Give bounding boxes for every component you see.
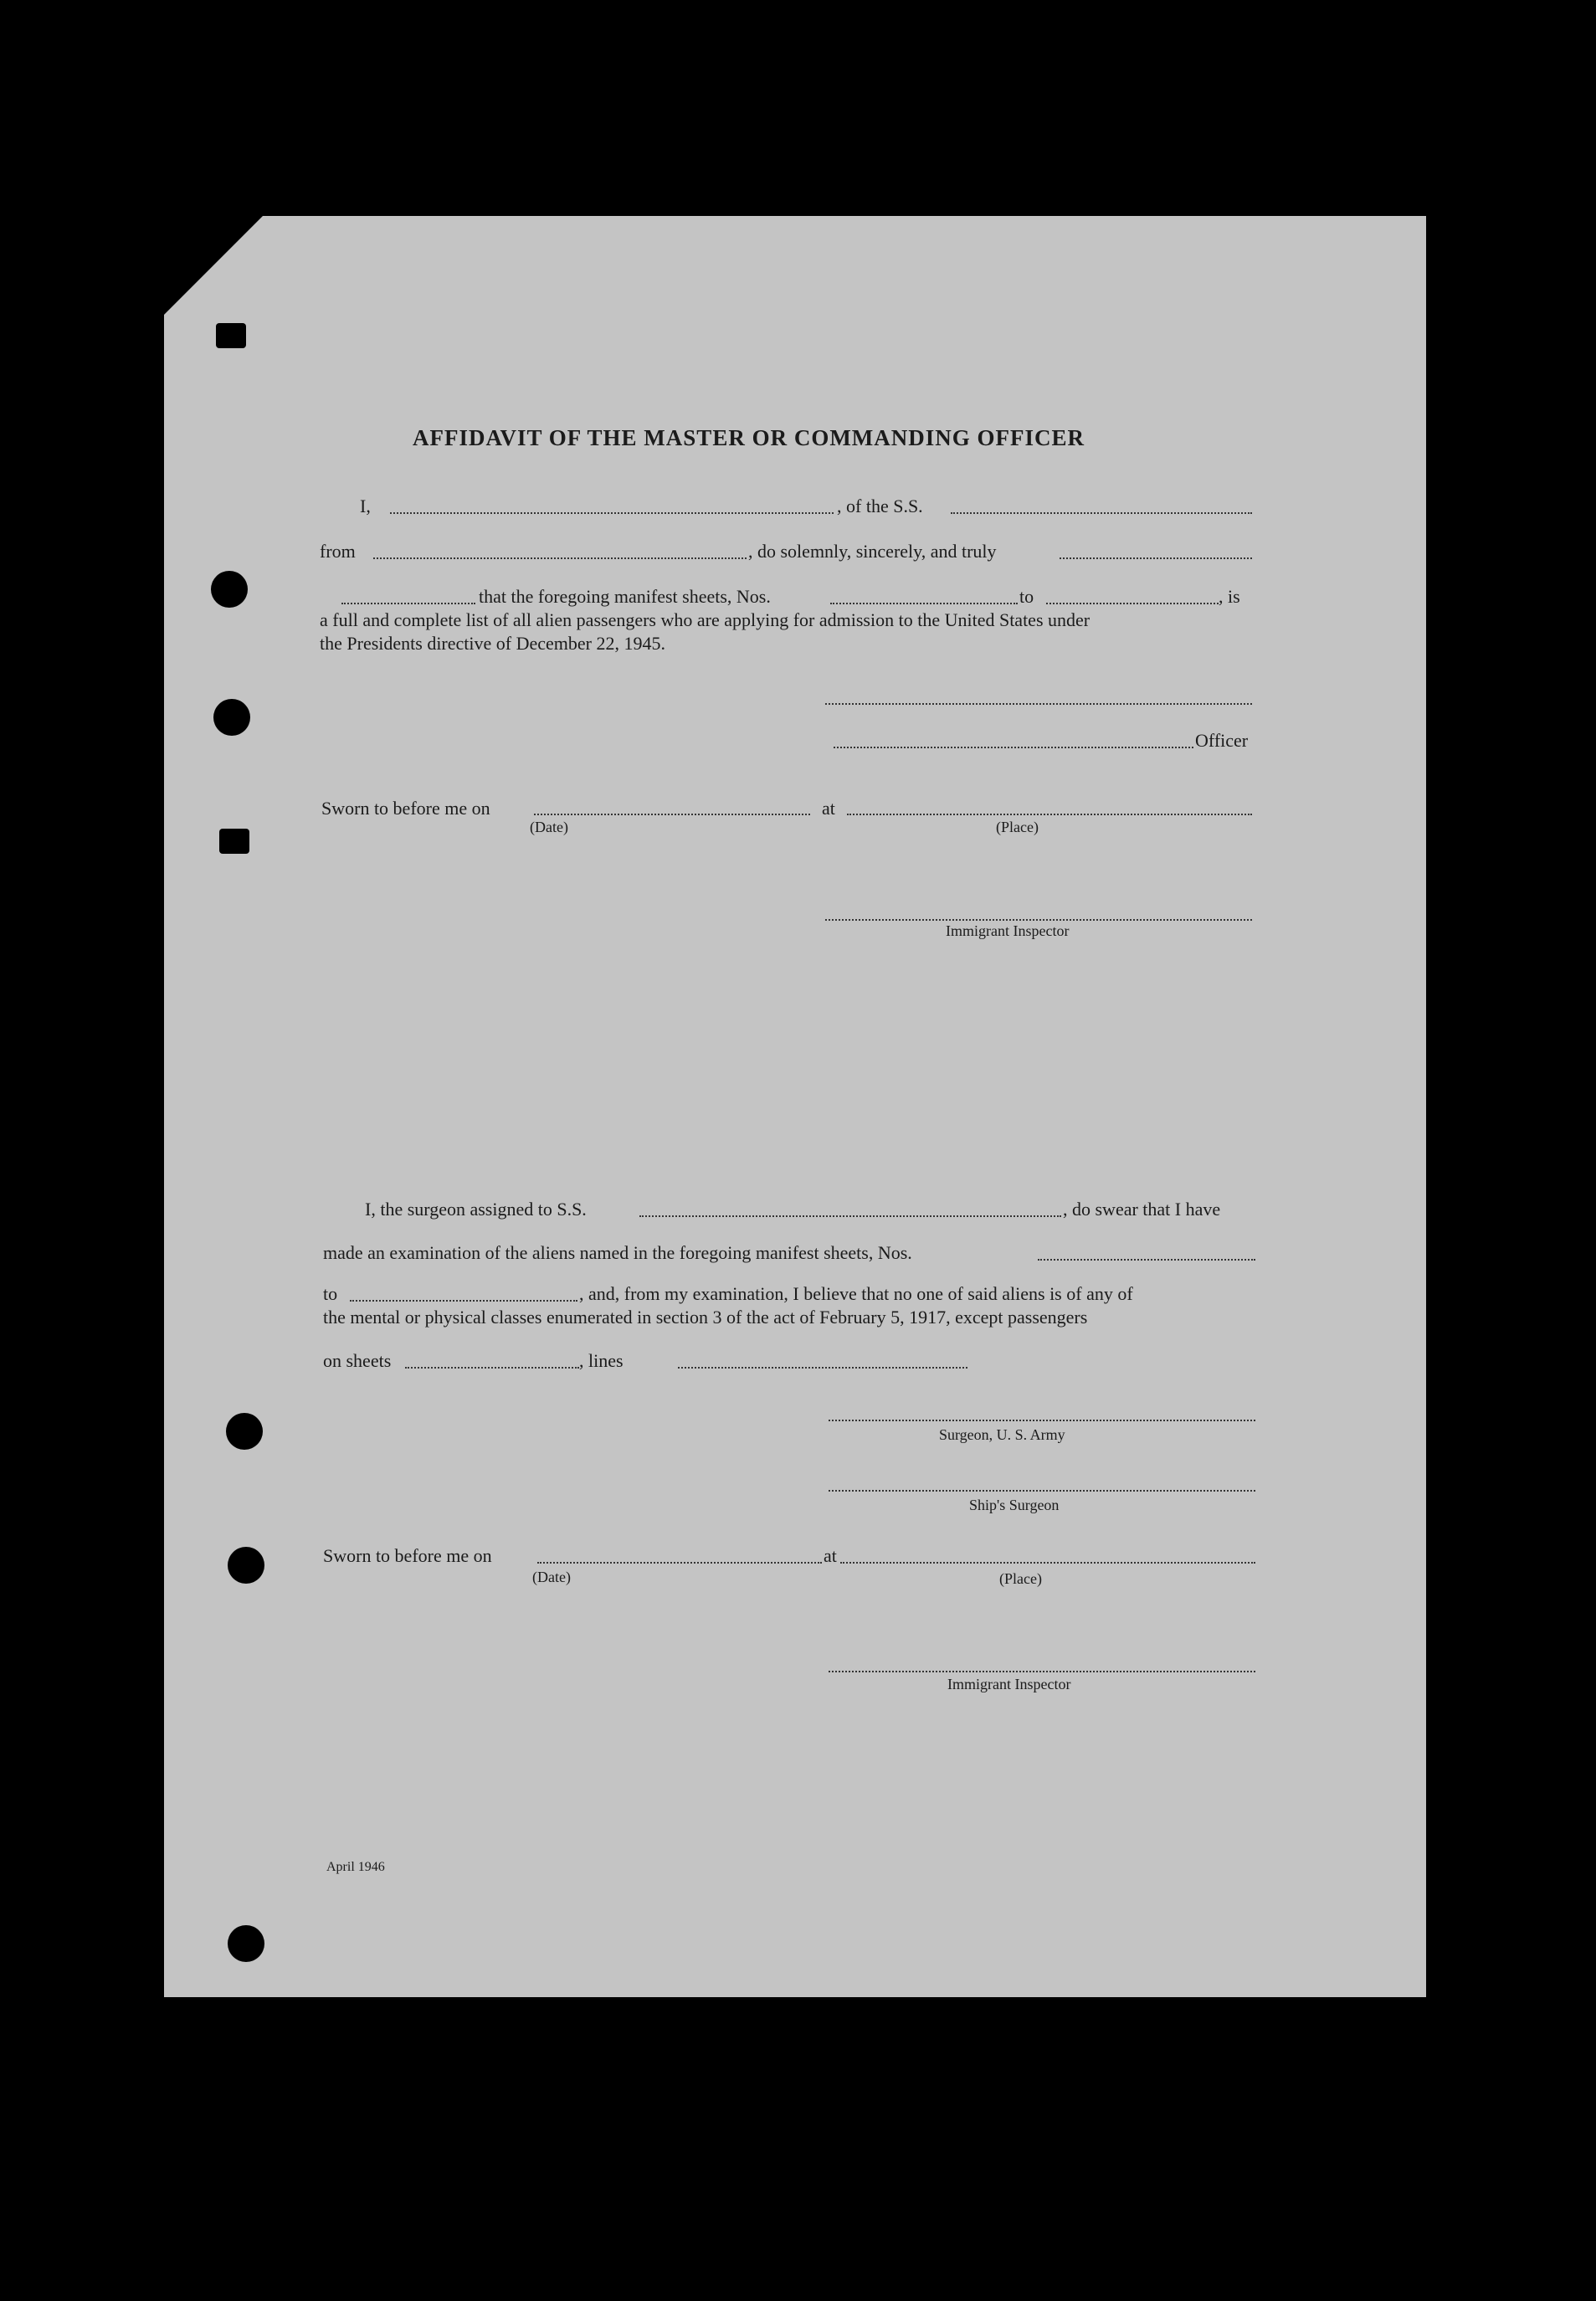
punch-hole [226,1413,263,1450]
surgeon-sworn-date-field [537,1562,822,1564]
surgeon-ship-field [639,1215,1061,1217]
surgeon-to-label: to [323,1283,338,1304]
surgeon-sworn-place-field [840,1562,1255,1564]
punch-hole [211,571,248,608]
army-surgeon-label: Surgeon, U. S. Army [939,1426,1065,1443]
page-title: AFFIDAVIT OF THE MASTER OR COMMANDING OFFICER [413,425,1085,450]
master-name-field [390,512,834,514]
surgeon-line2: made an examination of the aliens named in the foregoing manifest sheets, Nos. [323,1242,912,1263]
surgeon-sworn-label: Sworn to before me on [323,1545,492,1566]
punch-hole [216,323,246,348]
surgeon-inspector-signature-field [829,1671,1255,1672]
to-label: to [1019,586,1034,607]
lines-label: , lines [579,1350,624,1371]
ship-name-field [951,512,1252,514]
punch-hole [228,1547,264,1584]
surgeon-place-label: (Place) [999,1570,1042,1587]
inspector-signature-field [825,919,1252,921]
master-line2: a full and complete list of all alien passengers who are applying for admission to the United States under [320,609,1091,630]
sworn-label: Sworn to before me on [321,798,490,819]
surgeon-inspector-label: Immigrant Inspector [947,1676,1071,1692]
army-surgeon-signature-field [829,1420,1255,1421]
lines-field [678,1367,967,1369]
place-label: (Place) [996,819,1039,835]
surgeon-to-field [350,1300,577,1302]
punch-hole [213,699,250,736]
of-ss-label: , of the S.S. [837,496,923,516]
oath-field [1060,557,1252,559]
surgeon-sheets-field [1038,1259,1255,1261]
swear-text: , do swear that I have [1063,1199,1221,1220]
inspector-label: Immigrant Inspector [946,922,1070,939]
i-label: I, [360,496,371,516]
solemnly-text: , do solemnly, sincerely, and truly [748,541,997,562]
ships-surgeon-label: Ship's Surgeon [969,1497,1060,1513]
port-from-field [373,557,747,559]
surgeon-line4: the mental or physical classes enumerated in section 3 of the act of February 5, 1917, except passengers [323,1307,1088,1328]
punch-hole [219,829,249,854]
from-label: from [320,541,356,562]
on-sheets-field [405,1367,579,1369]
sheet-from-field [830,603,1018,604]
surgeon-date-label: (Date) [532,1569,571,1585]
document-page [164,216,1426,1997]
surgeon-line3: , and, from my examination, I believe that no one of said aliens is of any of [579,1283,1133,1304]
ships-surgeon-signature-field [829,1490,1255,1492]
on-sheets-label: on sheets [323,1350,392,1371]
sheet-to-field [1046,603,1219,604]
officer-label: Officer [1195,730,1249,751]
oath-continued-field [341,603,475,604]
master-line3: the Presidents directive of December 22, 1945. [320,633,665,654]
form-date: April 1946 [326,1860,385,1874]
signature-field [825,703,1252,705]
is-text: , is [1219,586,1240,607]
sworn-date-field [534,814,810,815]
at-label: at [822,798,835,819]
punch-hole [228,1925,264,1962]
surgeon-at-label: at [824,1545,837,1566]
foregoing-text: that the foregoing manifest sheets, Nos. [479,586,771,607]
sworn-place-field [847,814,1252,815]
date-label: (Date) [530,819,568,835]
surgeon-line1: I, the surgeon assigned to S.S. [365,1199,587,1220]
officer-signature-field [834,747,1193,748]
